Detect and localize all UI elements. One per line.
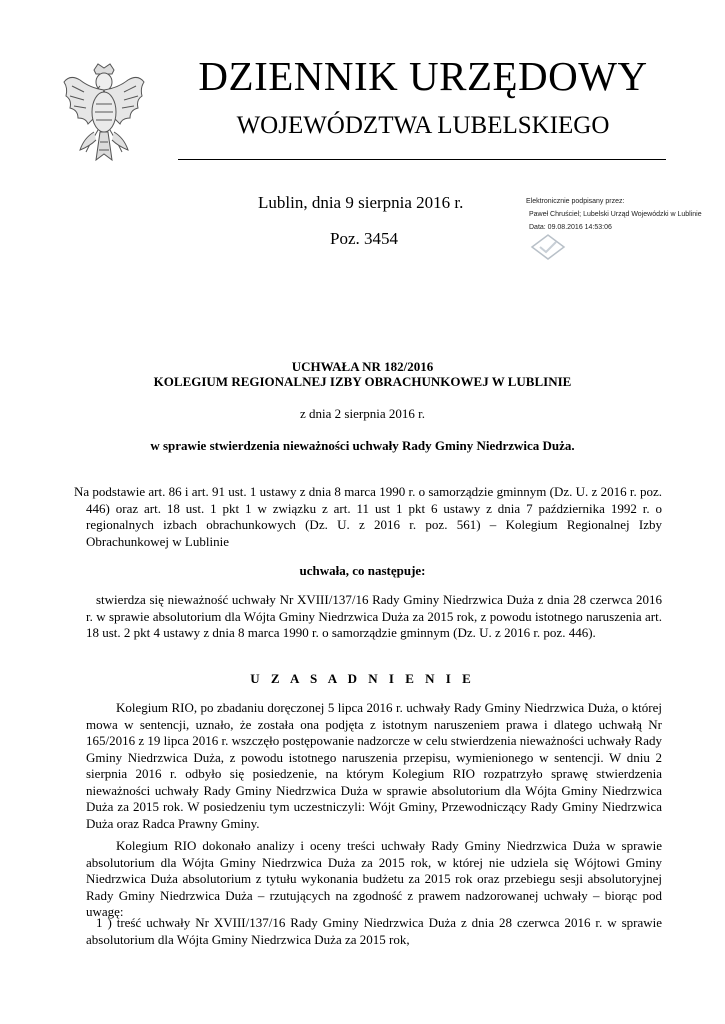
publication-date: Lublin, dnia 9 sierpnia 2016 r.	[258, 193, 464, 212]
journal-title: DZIENNIK URZĘDOWY	[198, 53, 648, 99]
eagle-emblem-icon	[60, 60, 148, 168]
position-number: Poz. 3454	[330, 229, 398, 248]
resolution-subject: w sprawie stwierdzenia nieważności uchwały Rady Gminy Niedrzwica Duża.	[150, 438, 575, 453]
justification-paragraph-2	[86, 838, 662, 921]
resolution-issuer: KOLEGIUM REGIONALNEJ IZBY OBRACHUNKOWEJ W LUBLINIE	[153, 374, 572, 389]
header-rule	[178, 159, 666, 160]
decision-text: stwierdza się nieważność uchwały Nr XVIII/137/16 Rady Gminy Niedrzwica Duża z dnia 28 czerwca 2016 r. w sprawie absolutorium dla Wójta Gminy Niedrzwica Duża za 2015 rok, z powodu istotnego naruszenia art. 18 ust. 2 pkt 4 ustawy z dnia 8 marca 1990 r. o samorządzie gminnym (Dz. U. z 2016 r. poz. 446).	[86, 592, 662, 640]
electronic-signature	[526, 195, 716, 234]
justification-paragraph-3	[86, 915, 662, 948]
resolution-date: z dnia 2 sierpnia 2016 r.	[300, 406, 425, 421]
justification-heading: U Z A S A D N I E N I E	[250, 671, 475, 686]
legal-basis-paragraph	[74, 484, 662, 550]
journal-subtitle: WOJEWÓDZTWA LUBELSKIEGO	[236, 112, 610, 139]
justification-text-2: Kolegium RIO dokonało analizy i oceny treści uchwały Rady Gminy Niedrzwica Duża w sprawie absolutorium dla Wójta Gminy Niedrzwica Duża za 2015 rok, w której nie udziela się Wójtowi Gminy Niedrzwica Duża absolutorium z tytułu wykonania budżetu za 2015 rok oraz przebiegu sesji absolutoryjnej Rady Gminy Niedrzwica Duża – rzutujących na zgodność z prawem nadzorowanej uchwały – biorąc pod uwagę:	[86, 838, 662, 919]
signature-check-icon	[528, 232, 568, 262]
resolution-number: UCHWAŁA NR 182/2016	[291, 359, 434, 374]
signature-signer: Paweł Chruściel; Lubelski Urząd Wojewódzki w Lublinie	[529, 211, 702, 218]
justification-text-1: Kolegium RIO, po zbadaniu doręczonej 5 lipca 2016 r. uchwały Rady Gminy Niedrzwica Duża, o której mowa w sentencji, uznało, że została ona podjęta z istotnym naruszeniem prawa i dlatego uchwałą Nr 165/2016 z 19 lipca 2016 r. wszczęło postępowanie nadzorcze w celu stwierdzenia nieważności uchwały Rady Gminy Niedrzwica Duża, z powodu istotnego naruszenia przepisu, wymienionego w sentencji. W dniu 2 sierpnia 2016 r. odbyło się posiedzenie, na którym Kolegium RIO rozpatrzyło sprawę stwierdzenia nieważności uchwały Rady Gminy Niedrzwica Duża w sprawie absolutorium dla Wójta Gminy Niedrzwica Duża za 2015 rok. W posiedzeniu tym uczestniczyli: Wójt Gminy, Przewodniczący Rady Gminy Niedrzwica Duża oraz Radca Prawny Gminy.	[86, 700, 662, 831]
justification-paragraph-1	[86, 700, 662, 832]
resolves-heading: uchwała, co następuje:	[299, 563, 426, 578]
signature-label: Elektronicznie podpisany przez:	[526, 198, 625, 205]
legal-basis-text: Na podstawie art. 86 i art. 91 ust. 1 ustawy z dnia 8 marca 1990 r. o samorządzie gminnym (Dz. U. z 2016 r. poz. 446) oraz art. 18 ust. 1 pkt 1 w związku z art. 11 ust 1 pkt 6 ustawy z dnia 7 października 1992 r. o regionalnych izbach obrachunkowych (Dz. U. z 2016 r. poz. 561) – Kolegium Regionalnej Izby Obrachunkowej w Lublinie	[74, 484, 662, 549]
signature-date: Data: 09.08.2016 14:53:06	[529, 224, 612, 231]
justification-text-3: 1 ) treść uchwały Nr XVIII/137/16 Rady Gminy Niedrzwica Duża z dnia 28 czerwca 2016 r. w sprawie absolutorium dla Wójta Gminy Niedrzwica Duża za 2015 rok,	[86, 915, 662, 947]
decision-paragraph	[86, 592, 662, 642]
